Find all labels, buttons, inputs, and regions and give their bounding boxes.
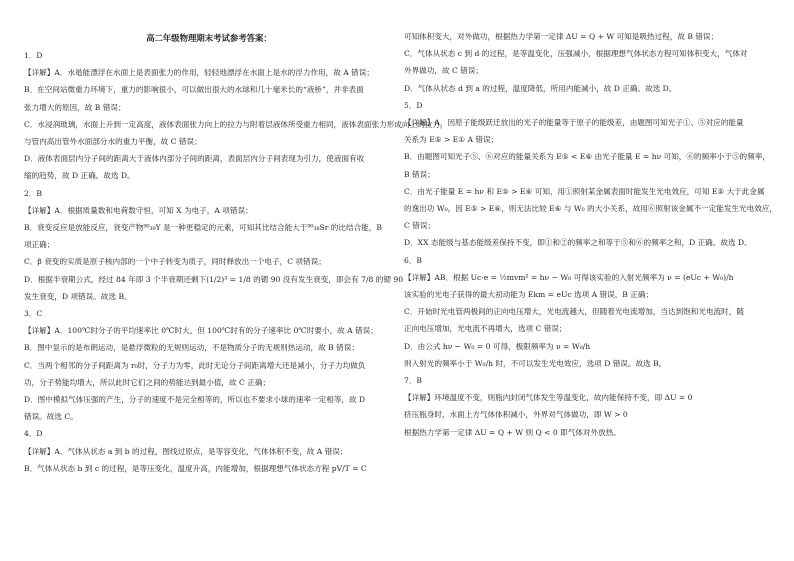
text-line: 【详解】A．气体从状态 a 到 b 的过程，图线过原点，是等容变化，气体体积不变，故 A 错误；	[24, 446, 348, 456]
text-line: 可知体积变大，对外做功，根据热力学第一定律 ΔU = Q + W 可知是吸热过程，故 B 错误；	[404, 32, 719, 41]
text-line: 则入射光的频率小于 W₀/h 时，不可以发生光电效应，选项 D 错误。故选 B。	[404, 358, 667, 368]
text-line: 【详解】A．100℃时分子的平均速率比 0℃时大，但 100℃时有的分子速率比 0℃时要小，故 A 错误；	[24, 326, 378, 336]
text-line: 【详解】A．水黾能漂浮在水面上是表面张力的作用，轻轻地漂浮在水面上是水的浮力作用，故 A 错误；	[24, 68, 374, 78]
text-line: C．开始时光电管两极间的正向电压增大，光电流越大，但随着光电流增加，当达到饱和光电流时，随	[404, 307, 744, 317]
text-line: 6．B	[404, 255, 423, 265]
text-line: B．在空间站微重力环境下，重力的影响很小，可以做出很大的水球和几十毫米长的“液桥”，并非表面	[24, 85, 364, 95]
text-line: B．衰变反应是放能反应，衰变产物⁹⁰₃₉Y 是一种更稳定的元素，可知其比结合能大于⁹⁰₃₈Sr 的比结合能，B	[24, 223, 382, 233]
text-line: C．当两个相邻的分子间距离为 r₀时，分子力为零，此时无论分子间距离增大还是减小，分子力均做负	[24, 360, 366, 370]
text-line: 该实验的光电子获得的最大初动能为 Ekm = eUc 选项 A 错误，B 正确；	[404, 290, 654, 300]
text-line: 外界做功，故 C 错误；	[404, 66, 483, 76]
text-line: 1．D	[24, 51, 43, 60]
text-line: 功，分子势能均增大，所以此时它们之间的势能达到最小值，故 C 正确；	[24, 377, 271, 387]
text-line: 的逸出功 W₀，因 E⑤ > E⑥，则无法比较 E⑥ 与 W₀ 的大小关系，故用⑥照射该金属不一定能发生光电效应，	[404, 204, 777, 214]
text-line: 【详解】AB．根据 Uc·e = ½mvm² = hν − W₀ 可得该实验的入射光频率为 ν = (eUc + W₀)/h	[404, 272, 734, 282]
right-column	[404, 28, 776, 441]
text-line: D．由公式 hν − W₀ = 0 可得，极限频率为 ν = W₀/h	[404, 341, 591, 351]
text-line: 4．D	[24, 429, 43, 439]
text-line: C 错误；	[404, 221, 436, 231]
document-title: 高二年级物理期末考试参考答案：	[146, 33, 272, 43]
right-body	[404, 28, 776, 441]
text-line: D．图中模拟气体压强的产生，分子的速度不是完全相等的，所以也不要求小球的速率一定相等，故 D	[24, 395, 366, 405]
text-line: C．β 衰变的实质是原子核内部的一个中子转变为质子，同时释放出一个电子，C 项错误；	[24, 257, 326, 267]
text-line: 3．C	[24, 309, 43, 319]
text-line: B 错误；	[404, 169, 435, 179]
text-line: B．气体从状态 b 到 c 的过程，是等压变化，温度升高，内能增加，根据理想气体状态方程 pV/T = C	[24, 463, 367, 473]
text-line: D．根据半衰期公式，经过 84 年即 3 个半衰期还剩下(1/2)³ = 1/8 的锶 90 没有发生衰变，即会有 7/8 的锶 90	[24, 274, 404, 284]
text-line: 发生衰变，D 项错误。故选 B。	[24, 291, 132, 301]
text-line: 与管内高出管外水面部分水的重力平衡，故 C 错误；	[24, 137, 202, 147]
text-line: B．由题图可知光子⑤、⑥对应的能量关系为 E⑤ < E⑥ 由光子能量 E = hν 可知，⑥的频率小于⑤的频率，	[404, 152, 770, 162]
text-line: 挤压瓶身时，水面上方气体体积减小，外界对气体做功，即 W > 0	[404, 410, 628, 420]
text-line: 【详解】A．因原子能级跃迁放出的光子的能量等于原子的能级差，由题图可知光子①、⑤对应的能量	[404, 118, 744, 128]
text-line: 缩的趋势，故 D 正确。故选 D。	[24, 171, 135, 181]
text-line: 【详解】环境温度不变，则瓶内封闭气体发生等温变化，故内能保持不变，即 ΔU = 0	[404, 393, 693, 403]
text-line: 根据热力学第一定律 ΔU = Q + W 则 Q < 0 即气体对外放热。	[404, 427, 621, 437]
text-line: D．液体表面层内分子间的距离大于液体内部分子间的距离，表面层内分子间表现为引力，使液面有收	[24, 154, 365, 164]
text-line: 错误。故选 C。	[24, 412, 78, 422]
text-line: 项正确；	[24, 240, 55, 250]
text-line: 【详解】A．根据质量数和电荷数守恒，可知 X 为电子，A 项错误；	[24, 205, 253, 215]
text-line: 7．B	[404, 376, 423, 386]
text-line: C．由光子能量 E = hν 和 E⑤ > E⑥ 可知，用①照射某金属表面时能发生光电效应，可知 E⑤ 大于此金属	[404, 186, 765, 196]
text-line: 正向电压增加，光电流不再增大，选项 C 错误；	[404, 324, 567, 334]
text-line: B．图中显示的是布朗运动，是悬浮微粒的无规则运动，不是物质分子的无规则热运动，故 B 错误；	[24, 343, 359, 353]
text-line: C．气体从状态 c 到 d 的过程，是等温变化，压强减小，根据理想气体状态方程可知体积变大，气体对	[404, 49, 748, 59]
text-line: 5．D	[404, 100, 423, 110]
text-line: 张力增大的原因，故 B 错误；	[24, 102, 126, 112]
text-line: D．XX 态能级与基态能级差保持不变，即①和②的频率之和等于⑤和⑥的频率之和，D 正确。故选 D。	[404, 238, 752, 248]
text-line: D．气体从状态 d 到 a 的过程，温度降低，所用内能减小，故 D 正确。故选 D。	[404, 83, 677, 93]
text-line: C．水浸润玻璃，水面上升到一定高度，液体表面张力向上的拉力与附着层液体所受重力相同，液体表面张力形成向上的拉力，	[24, 119, 448, 129]
text-line: 关系为 E⑤ > E① A 错误；	[404, 135, 499, 145]
text-line: 2．B	[24, 188, 43, 198]
